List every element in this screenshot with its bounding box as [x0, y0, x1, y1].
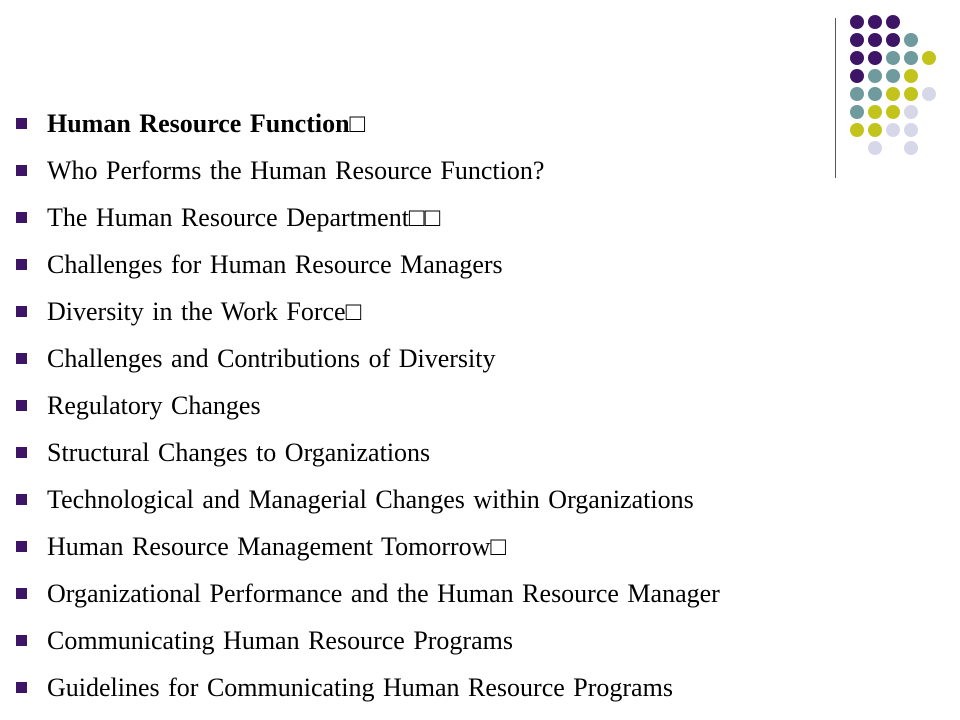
bullet-square-icon	[16, 447, 27, 458]
bullet-text: Who Performs the Human Resource Function?	[47, 156, 545, 185]
bullet-square-icon	[16, 118, 27, 129]
decorative-dot	[886, 33, 900, 47]
bullet-text: The Human Resource Department□□	[47, 203, 441, 232]
bullet-item	[0, 247, 720, 294]
bullet-text: Diversity in the Work Force□	[47, 297, 362, 326]
decorative-dot	[868, 123, 882, 137]
decorative-dot	[850, 51, 864, 65]
decorative-dot	[904, 87, 918, 101]
decorative-dot	[886, 69, 900, 83]
slide-bullet-list	[0, 106, 720, 717]
decorative-dot	[850, 33, 864, 47]
bullet-item	[0, 576, 720, 623]
decorative-dot	[886, 123, 900, 137]
bullet-text: Challenges and Contributions of Diversity	[47, 344, 496, 373]
bullet-square-icon	[16, 259, 27, 270]
bullet-item	[0, 200, 720, 247]
decorative-dot	[850, 123, 864, 137]
bullet-square-icon	[16, 306, 27, 317]
bullet-square-icon	[16, 494, 27, 505]
bullet-square-icon	[16, 165, 27, 176]
decorative-dot	[922, 51, 936, 65]
decorative-dot	[904, 141, 918, 155]
decorative-dot	[868, 141, 882, 155]
bullet-item	[0, 294, 720, 341]
bullet-square-icon	[16, 635, 27, 646]
bullet-item	[0, 623, 720, 670]
bullet-square-icon	[16, 682, 27, 693]
bullet-square-icon	[16, 212, 27, 223]
bullet-item	[0, 153, 720, 200]
bullet-text: Human Resource Function□	[47, 109, 366, 138]
decorative-dot	[886, 105, 900, 119]
bullet-item	[0, 482, 720, 529]
bullet-item	[0, 106, 720, 153]
decorative-dot	[904, 105, 918, 119]
bullet-text: Regulatory Changes	[47, 391, 261, 420]
bullet-text: Guidelines for Communicating Human Resource Programs	[47, 673, 673, 702]
bullet-item	[0, 388, 720, 435]
bullet-square-icon	[16, 588, 27, 599]
decorative-dot	[850, 87, 864, 101]
decorative-dot-grid	[840, 10, 960, 160]
decorative-dot	[904, 51, 918, 65]
decorative-dot	[868, 15, 882, 29]
bullet-text: Challenges for Human Resource Managers	[47, 250, 503, 279]
bullet-item	[0, 670, 720, 717]
decorative-dot	[850, 69, 864, 83]
decorative-dot	[904, 69, 918, 83]
decorative-dot	[922, 87, 936, 101]
decorative-dot	[868, 51, 882, 65]
bullet-square-icon	[16, 353, 27, 364]
bullet-item	[0, 529, 720, 576]
bullet-item	[0, 341, 720, 388]
bullet-square-icon	[16, 541, 27, 552]
bullet-text: Structural Changes to Organizations	[47, 438, 431, 467]
decorative-dot	[868, 87, 882, 101]
decorative-dot	[850, 15, 864, 29]
decorative-dot	[904, 33, 918, 47]
bullet-text: Human Resource Management Tomorrow□	[47, 532, 507, 561]
bullet-item	[0, 435, 720, 482]
decorative-dot	[886, 51, 900, 65]
decorative-dot	[868, 33, 882, 47]
decorative-divider-line	[835, 18, 836, 178]
bullet-text: Communicating Human Resource Programs	[47, 626, 513, 655]
bullet-text: Technological and Managerial Changes within Organizations	[47, 485, 694, 514]
decorative-dot	[886, 15, 900, 29]
bullet-square-icon	[16, 400, 27, 411]
decorative-dot	[886, 87, 900, 101]
bullet-text: Organizational Performance and the Human Resource Manager	[47, 579, 720, 608]
decorative-dot	[904, 123, 918, 137]
decorative-dot	[850, 105, 864, 119]
decorative-dot	[868, 69, 882, 83]
decorative-dot	[868, 105, 882, 119]
